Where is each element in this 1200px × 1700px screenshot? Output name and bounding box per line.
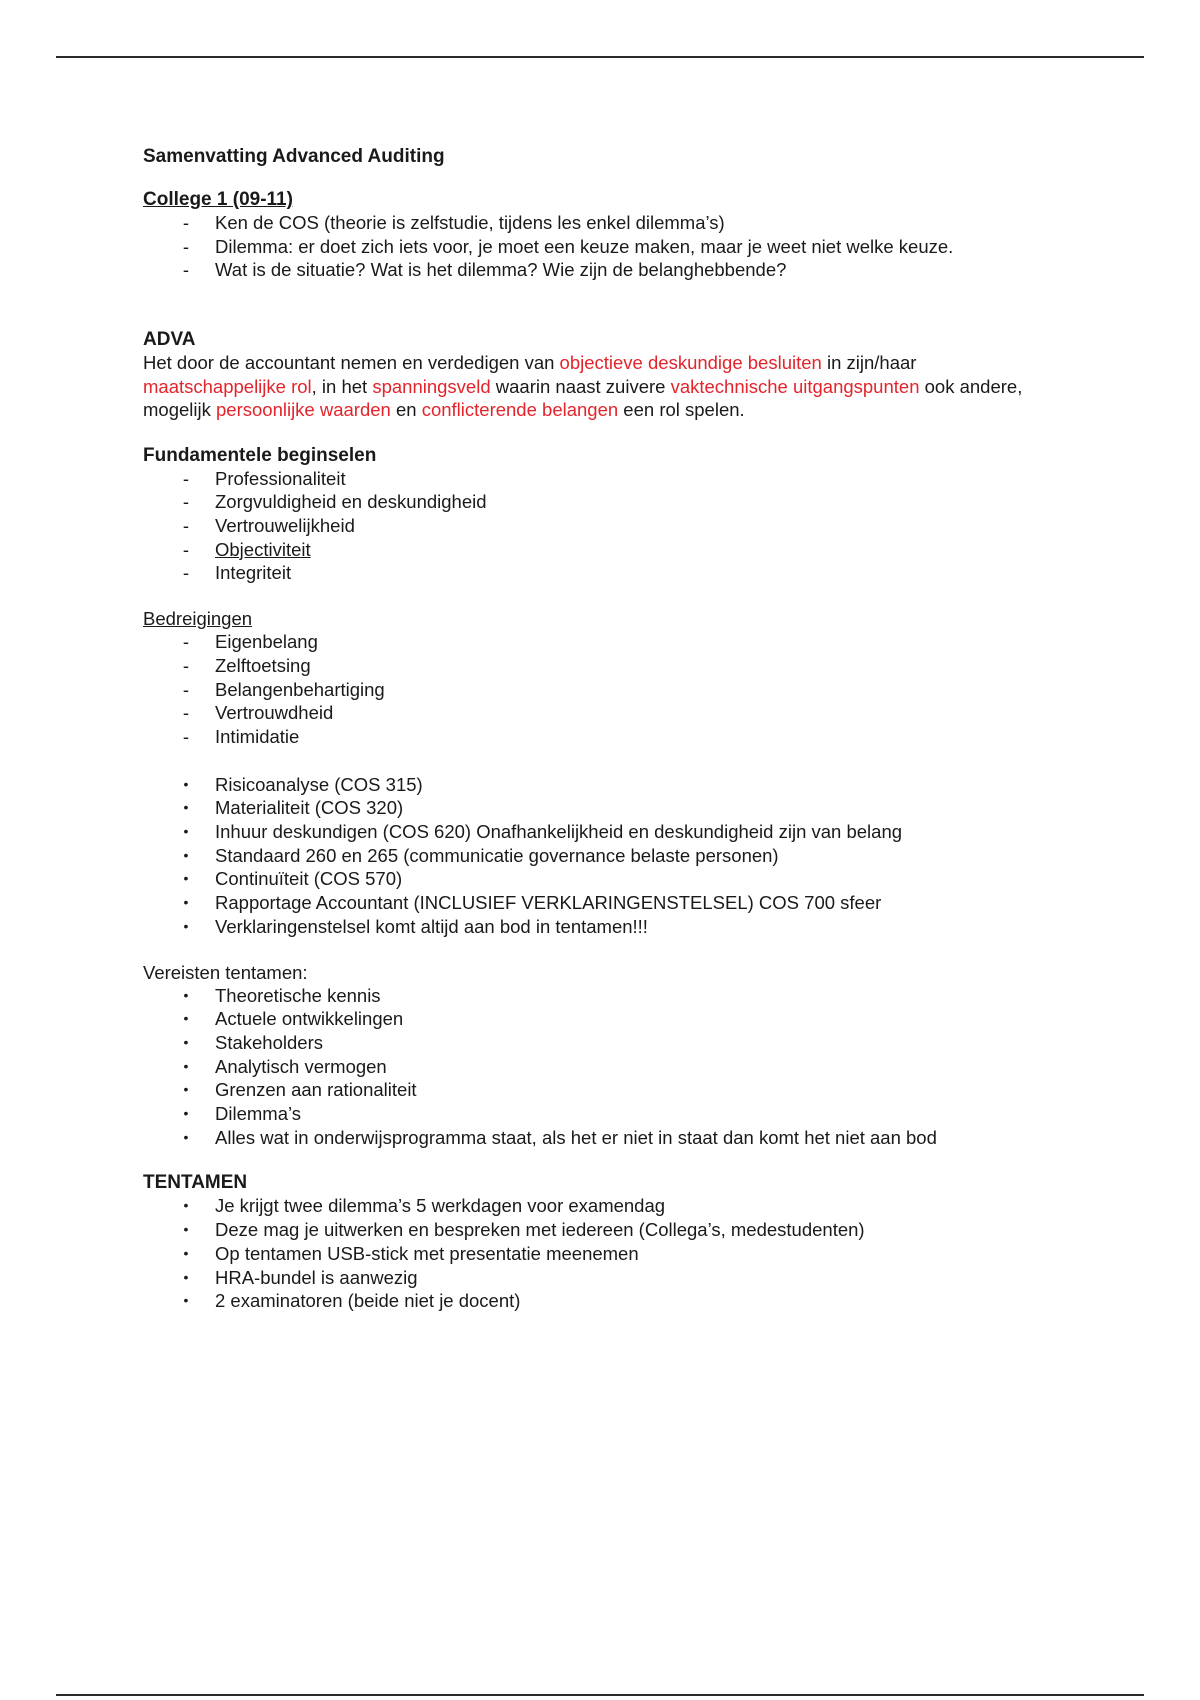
list-item: • Deze mag je uitwerken en bespreken met iedereen (Collega’s, medestudenten) bbox=[143, 1218, 1063, 1242]
dash-marker: - bbox=[182, 212, 190, 233]
bullet-marker: • bbox=[183, 823, 189, 840]
highlight-text: vaktechnische uitgangspunten bbox=[670, 375, 920, 397]
list-item: • Analytisch vermogen bbox=[143, 1055, 1063, 1079]
highlight-text: spanningsveld bbox=[372, 375, 491, 397]
bullet-marker: • bbox=[183, 917, 189, 934]
bullet-marker: • bbox=[183, 1010, 189, 1027]
list-item: • Theoretische kennis bbox=[143, 984, 1063, 1008]
list-item: • Risicoanalyse (COS 315) bbox=[143, 773, 1063, 797]
adva-definition: Het door de accountant nemen en verdedigen van objectieve deskundige besluiten in zijn/haar maatschappelijke rol, in het spanningsveld waarin naast zuivere vaktechnische uitgangspunten ook andere, mogelijk persoonlijke waarden en conflicterende belangen een rol spelen. bbox=[143, 352, 1023, 421]
list-item: • Inhuur deskundigen (COS 620) Onafhankelijkheid en deskundigheid zijn van belang bbox=[143, 820, 1063, 844]
bullet-marker: • bbox=[183, 799, 189, 816]
bullet-marker: • bbox=[183, 1105, 189, 1122]
list-item: - Zelftoetsing bbox=[143, 654, 1063, 678]
bullet-marker: • bbox=[183, 1057, 189, 1074]
header-rule bbox=[56, 56, 1144, 58]
dash-marker: - bbox=[182, 235, 190, 257]
cos-list bbox=[143, 773, 1063, 939]
list-item: - Vertrouwdheid bbox=[143, 701, 1063, 725]
beginselen-heading: Fundamentele beginselen bbox=[143, 444, 377, 466]
vereisten-heading: Vereisten tentamen: bbox=[143, 961, 308, 983]
bullet-marker: • bbox=[183, 1197, 189, 1214]
list-item: - Intimidatie bbox=[143, 725, 1063, 749]
college-list bbox=[143, 211, 1063, 282]
list-item: • Stakeholders bbox=[143, 1031, 1063, 1055]
list-item: • 2 examinatoren (beide niet je docent) bbox=[143, 1289, 1063, 1313]
bullet-marker: • bbox=[183, 870, 189, 887]
list-item: - Professionaliteit bbox=[143, 467, 1063, 491]
list-item: • Grenzen aan rationaliteit bbox=[143, 1078, 1063, 1102]
dash-marker: - bbox=[182, 562, 190, 584]
bullet-marker: • bbox=[183, 775, 189, 792]
vereisten-list bbox=[143, 984, 1063, 1150]
tentamen-heading: TENTAMEN bbox=[143, 1172, 248, 1194]
list-item: - Zorgvuldigheid en deskundigheid bbox=[143, 490, 1063, 514]
list-item: - Objectiviteit bbox=[143, 538, 1063, 562]
dash-marker: - bbox=[182, 631, 190, 653]
bullet-marker: • bbox=[183, 1081, 189, 1098]
bullet-marker: • bbox=[183, 1128, 189, 1145]
list-item: • Actuele ontwikkelingen bbox=[143, 1007, 1063, 1031]
dash-marker: - bbox=[182, 515, 190, 537]
list-item: • HRA-bundel is aanwezig bbox=[143, 1266, 1063, 1290]
bedreigingen-list bbox=[143, 630, 1063, 749]
list-item: - Wat is de situatie? Wat is het dilemma? Wie zijn de belanghebbende? bbox=[143, 258, 1063, 282]
list-item: • Rapportage Accountant (INCLUSIEF VERKLARINGENSTELSEL) COS 700 sfeer bbox=[143, 891, 1063, 915]
list-item: • Continuïteit (COS 570) bbox=[143, 867, 1063, 891]
list-item: • Verklaringenstelsel komt altijd aan bod in tentamen!!! bbox=[143, 915, 1063, 939]
list-item: - Vertrouwelijkheid bbox=[143, 514, 1063, 538]
bullet-marker: • bbox=[183, 986, 189, 1003]
dash-marker: - bbox=[182, 491, 190, 513]
dash-marker: - bbox=[182, 467, 190, 489]
list-item: • Standaard 260 en 265 (communicatie governance belaste personen) bbox=[143, 844, 1063, 868]
bullet-marker: • bbox=[183, 1221, 189, 1238]
document-title: Samenvatting Advanced Auditing bbox=[143, 146, 445, 167]
bullet-marker: • bbox=[183, 894, 189, 911]
list-item: • Materialiteit (COS 320) bbox=[143, 796, 1063, 820]
list-item: - Dilemma: er doet zich iets voor, je moet een keuze maken, maar je weet niet welke keuze. bbox=[143, 235, 1063, 259]
bullet-marker: • bbox=[183, 1244, 189, 1261]
document-page bbox=[143, 145, 1063, 1313]
dash-marker: - bbox=[182, 702, 190, 724]
bullet-marker: • bbox=[183, 1292, 189, 1309]
dash-marker: - bbox=[182, 654, 190, 676]
dash-marker: - bbox=[182, 538, 190, 560]
bedreigingen-heading: Bedreigingen bbox=[143, 608, 253, 630]
tentamen-list bbox=[143, 1194, 1063, 1313]
dash-marker: - bbox=[182, 259, 190, 281]
bullet-marker: • bbox=[183, 846, 189, 863]
dash-marker: - bbox=[182, 678, 190, 700]
bullet-marker: • bbox=[183, 1033, 189, 1050]
highlight-text: objectieve deskundige besluiten bbox=[559, 352, 822, 374]
list-item: - Belangenbehartiging bbox=[143, 678, 1063, 702]
list-item: • Alles wat in onderwijsprogramma staat, als het er niet in staat dan komt het niet aan bod bbox=[143, 1126, 1063, 1150]
adva-heading: ADVA bbox=[143, 329, 196, 351]
dash-marker: - bbox=[182, 725, 190, 747]
list-item: • Dilemma’s bbox=[143, 1102, 1063, 1126]
list-item: - Ken de COS (theorie is zelfstudie, tijdens les enkel dilemma’s) bbox=[143, 211, 1063, 235]
beginselen-list bbox=[143, 467, 1063, 586]
list-item: • Op tentamen USB-stick met presentatie meenemen bbox=[143, 1242, 1063, 1266]
list-item: - Eigenbelang bbox=[143, 630, 1063, 654]
highlight-text: maatschappelijke rol bbox=[143, 375, 312, 397]
bullet-marker: • bbox=[183, 1268, 189, 1285]
highlight-text: conflicterende belangen bbox=[421, 399, 619, 421]
highlight-text: persoonlijke waarden bbox=[216, 399, 391, 421]
college-heading: College 1 (09-11) bbox=[143, 189, 293, 210]
footer-rule bbox=[56, 1694, 1144, 1696]
list-item: - Integriteit bbox=[143, 561, 1063, 585]
list-item: • Je krijgt twee dilemma’s 5 werkdagen voor examendag bbox=[143, 1194, 1063, 1218]
